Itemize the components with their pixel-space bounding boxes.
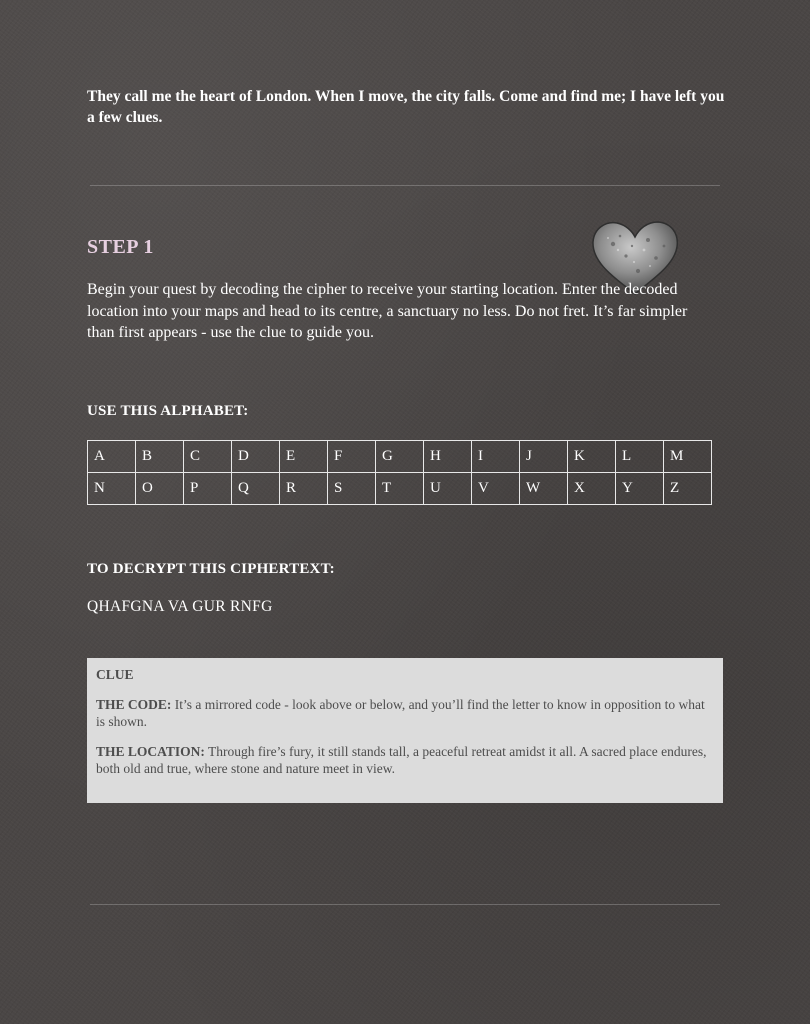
step-description: Begin your quest by decoding the cipher to receive your starting location. Enter the decoded location into your maps and head to its centre, a sanctuary no less. Do not fret. It’s far simpler than first appears - use the clue to guide you. [87,281,688,341]
top-divider [90,185,720,186]
alphabet-cell: U [424,473,472,505]
alphabet-cell: Z [664,473,712,505]
alphabet-cell: X [568,473,616,505]
clue-location-label: THE LOCATION: [96,744,205,759]
clue-location [96,743,714,777]
alphabet-cell: Q [232,473,280,505]
alphabet-cell: D [232,441,280,473]
clue-location-text: Through fire’s fury, it still stands tall, a peaceful retreat amidst it all. A sacred place endures, both old and true, where stone and nature meet in view. [96,744,707,776]
alphabet-cell: B [136,441,184,473]
ciphertext: QHAFGNA VA GUR RNFG [87,598,273,615]
alphabet-cell: H [424,441,472,473]
alphabet-cell: L [616,441,664,473]
alphabet-cell: C [184,441,232,473]
alphabet-label: USE THIS ALPHABET: [87,403,249,419]
intro-text: They call me the heart of London. When I move, the city falls. Come and find me; I have left you a few clues. [87,88,725,126]
clue-code-text: It’s a mirrored code - look above or below, and you’ll find the letter to know in opposition to what is shown. [96,697,705,729]
bottom-divider [90,904,720,905]
alphabet-cell: P [184,473,232,505]
alphabet-cell: V [472,473,520,505]
alphabet-cell: T [376,473,424,505]
alphabet-table [87,440,712,505]
alphabet-cell: E [280,441,328,473]
alphabet-cell: A [88,441,136,473]
ciphertext-label: TO DECRYPT THIS CIPHERTEXT: [87,561,335,577]
clue-title: CLUE [96,667,134,682]
alphabet-cell: Y [616,473,664,505]
clue-box [87,658,723,803]
alphabet-row [88,473,712,505]
alphabet-cell: N [88,473,136,505]
alphabet-cell: M [664,441,712,473]
alphabet-cell: S [328,473,376,505]
alphabet-row [88,441,712,473]
clue-code [96,696,714,730]
alphabet-cell: J [520,441,568,473]
alphabet-cell: G [376,441,424,473]
clue-code-label: THE CODE: [96,697,172,712]
alphabet-cell: W [520,473,568,505]
alphabet-cell: K [568,441,616,473]
alphabet-cell: F [328,441,376,473]
alphabet-cell: O [136,473,184,505]
alphabet-cell: R [280,473,328,505]
step-title: STEP 1 [87,236,154,258]
alphabet-cell: I [472,441,520,473]
